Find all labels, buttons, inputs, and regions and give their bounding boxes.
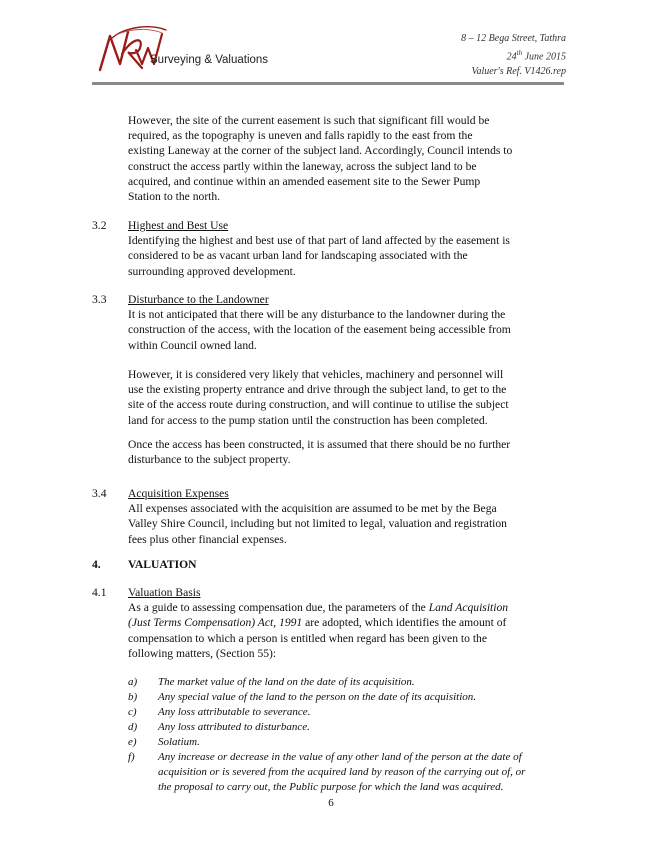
section-4-1: [128, 585, 564, 661]
section-3-4: [128, 486, 564, 547]
section-number: 3.3: [92, 293, 107, 306]
text-line: Identifying the highest and best use of that part of land affected by the easement is: [128, 234, 510, 248]
list-label: d): [128, 721, 138, 733]
text-line: the proposal to carry out, the Public purpose for which the land was acquired.: [158, 781, 504, 793]
text-line: [128, 615, 564, 630]
logo-mark-icon: [92, 24, 282, 80]
list-text: Solatium.: [158, 736, 200, 748]
list-text: [158, 750, 558, 795]
text-run: are adopted, which identifies the amount of: [302, 616, 507, 630]
section-heading: Disturbance to the Landowner: [128, 293, 269, 306]
text-line: disturbance to the subject property.: [128, 453, 291, 467]
text-line: Once the access has been constructed, it is assumed that there should be no further: [128, 438, 511, 451]
list-text: The market value of the land on the date of its acquisition.: [158, 676, 415, 688]
date-rest: June 2015: [522, 51, 566, 63]
logo-wordmark: Surveying & Valuations: [150, 54, 269, 66]
text-line: considered to be as vacant urban land for landscaping associated with the: [128, 249, 468, 263]
section-heading: Highest and Best Use: [128, 219, 229, 232]
list-label: b): [128, 691, 138, 703]
text-run: As a guide to assessing compensation due, the parameters of the: [128, 601, 426, 615]
text-line: Valley Shire Council, including but not limited to legal, valuation and registration: [128, 517, 507, 531]
section-3-3-para-3: [128, 437, 564, 467]
act-title: Land Acquisition: [428, 601, 509, 615]
section-number: 4.1: [92, 586, 107, 599]
section-heading: Valuation Basis: [128, 586, 201, 599]
text-line: existing Laneway at the corner of the subject land. Accordingly, Council intends to: [128, 144, 513, 158]
text-line: However, the site of the current easement is such that significant fill would be: [128, 114, 490, 127]
text-line: compensation to which a person is entitled when regard has been given to the: [128, 631, 487, 645]
section-3-3-para-2: [128, 367, 564, 428]
intro-paragraph: [128, 113, 564, 204]
header-divider: [92, 82, 564, 85]
text-line: construct the access partly within the laneway, across the subject land to be: [128, 159, 477, 173]
text-line: site of the access route during construction, and will continue to utilise the subject: [128, 398, 509, 412]
list-label: c): [128, 706, 137, 718]
header-reference: Valuer's Ref. V1426.rep: [471, 66, 566, 78]
section-3-3: [128, 292, 564, 353]
company-logo: [92, 24, 282, 80]
text-line: construction of the access, with the location of the easement being accessible from: [128, 323, 511, 337]
section-3-2: [128, 218, 564, 279]
list-text: Any loss attributed to disturbance.: [158, 721, 310, 733]
text-line: use the existing property entrance and drive through the subject land, to get to the: [128, 383, 507, 397]
date-suffix: th: [516, 49, 523, 57]
header-details: [461, 31, 566, 79]
text-line: It is not anticipated that there will be any disturbance to the landowner during the: [128, 308, 506, 322]
text-line: land for access to the pump station until the construction has been completed.: [128, 413, 488, 427]
text-line: All expenses associated with the acquisition are assumed to be met by the Bega: [128, 502, 497, 516]
text-line: Station to the north.: [128, 190, 221, 204]
header-date: [461, 46, 566, 64]
date-day: 24: [506, 51, 517, 63]
section-number: 3.4: [92, 487, 107, 500]
text-line: [128, 600, 564, 615]
section-number: 4.: [92, 558, 101, 571]
list-label: a): [128, 676, 138, 688]
list-label: e): [128, 736, 137, 748]
text-line: required, as the topography is uneven and falls rapidly to the east from the: [128, 129, 473, 143]
text-line: acquired, and continue within an amended easement site to the Sewer Pump: [128, 174, 481, 188]
text-line: acquisition or is severed from the acquired land by reason of the carrying out of, or: [158, 766, 526, 778]
text-line: surrounding approved development.: [128, 264, 296, 278]
text-line: following matters, (Section 55):: [128, 646, 277, 660]
section-number: 3.2: [92, 219, 107, 232]
section-heading-valuation: VALUATION: [128, 558, 197, 571]
list-text: Any loss attributable to severance.: [158, 706, 311, 718]
header-address: 8 – 12 Bega Street, Tathra: [461, 33, 566, 44]
text-line: within Council owned land.: [128, 338, 257, 352]
text-line: fees plus other financial expenses.: [128, 532, 287, 546]
act-title: (Just Terms Compensation) Act, 1991: [128, 616, 303, 630]
page-number: 6: [328, 797, 334, 809]
text-line: However, it is considered very likely that vehicles, machinery and personnel will: [128, 368, 504, 381]
section-heading: Acquisition Expenses: [128, 487, 229, 500]
text-line: Any increase or decrease in the value of any other land of the person at the date of: [158, 751, 522, 763]
list-label: f): [128, 751, 135, 763]
list-text: Any special value of the land to the person on the date of its acquisition.: [158, 691, 477, 703]
